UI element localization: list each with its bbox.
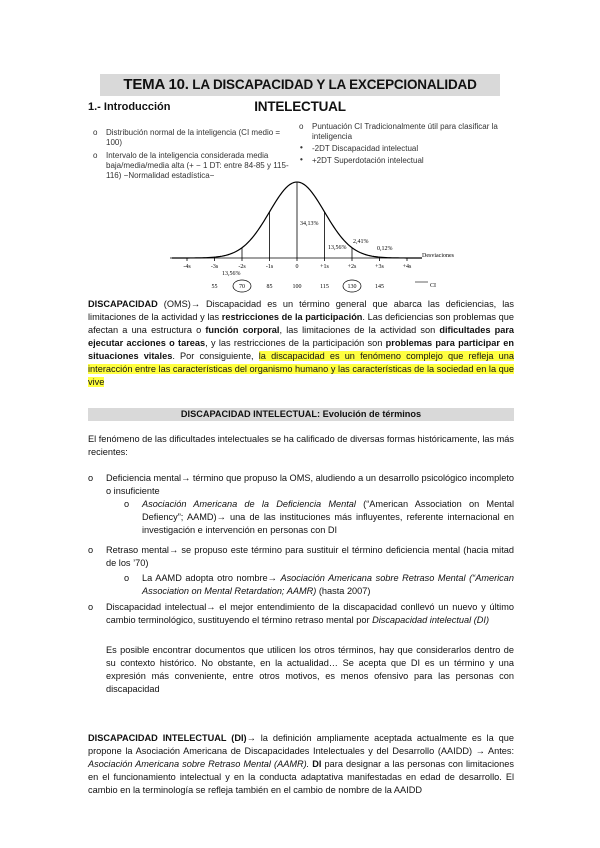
deviation-tick-label: +2s [347,264,357,270]
pct-label: 0,12% [377,246,393,252]
deviation-tick-label: -3s [210,264,219,270]
ci-tick-label: 115 [320,284,329,290]
list-item-note: Es posible encontrar documentos que utilicen los otros términos, hay que considerarlos dentro de su contexto histórico. No obstante, en la actualidad… Se acepta que DI es un término y una expresión más conveniente, entre otros motivos, es menos ofensivo para las personas con discapacidad [106,645,514,694]
figure-note: o Distribución normal de la inteligencia (CI medio = 100) [93,128,281,147]
evolution-intro: El fenómeno de las dificultades intelectuales se ha calificado de diversas formas históricamente, las más recientes: [88,434,514,457]
deviation-tick-label: -1s [265,264,274,270]
pct-label: 13,56% [222,271,241,277]
list-item: Discapacidad intelectual→ el mejor entendimiento de la discapacidad conllevó un nuevo y último cambio terminológico, sustituyendo el término retraso mental por Discapacidad intelectual (DI) [106,602,514,625]
deviation-label: Desviaciones [422,253,454,259]
section-heading: 1.- Introducción [88,101,171,113]
title-prefix: TEMA 10. [123,76,189,93]
deviation-tick-label: -2s [238,264,246,270]
deviation-tick-label: +4s [402,264,412,270]
pct-label: 34,13% [300,221,319,227]
deviation-tick-label: +1s [320,264,329,270]
ci-tick-label: 130 [347,284,357,290]
ci-tick-label: 145 [375,284,384,290]
discapacidad-paragraph: DISCAPACIDAD (OMS)→ Discapacidad es un término general que abarca las deficiencias, las limitaciones de la actividad y las restricciones de la participación. Las deficiencias son problemas que afectan a una estructura o función corporal, las limitaciones de la actividad son dificultades para ejecutar acciones o tareas, y las restricciones de la participación son problemas para participar en situaciones vitales. Por consiguiente, la discapacidad es un fenómeno complejo que refleja una interacción entre las características del organismo humano y las características de la sociedad en la que vive [88,299,515,387]
figure-right-notes [298,122,538,168]
list-item: Deficiencia mental→ término que propuso la OMS, aludiendo a un desarrollo psicológico incompleto o insuficiente [106,473,514,496]
highlighted-text: la discapacidad es un fenómeno complejo que refleja una interacción entre las características del organismo humano y las características de la sociedad en la que vive [88,351,514,387]
ci-tick-label: 100 [292,284,302,290]
figure-note: • +2DT Superdotación intelectual [300,155,424,165]
ci-label: CI [430,283,436,289]
ci-tick-label: 55 [211,284,218,290]
pct-label: 2,41% [353,239,369,245]
list-item: La AAMD adopta otro nombre→ Asociación Americana sobre Retraso Mental (“American Association on Mental Retardation; AAMR) (hasta 2007) [142,573,514,596]
list-item: Asociación Americana de la Deficiencia Mental (“American Association on Mental Defiency”; AAMD)→ una de las instituciones más influyentes, referente internacional en investigación e intervención en personas con DI [142,499,514,535]
figure-note: o Intervalo de la inteligencia considerada media baja/media/media alta (+ − 1 DT: entre 84-85 y 115-116) −Normalidad estadística− [93,151,289,180]
deviation-tick-label: 0 [295,264,299,270]
title-rest: LA DISCAPACIDAD Y LA EXCEPCIONALIDAD INTELECTUAL [192,77,477,114]
di-paragraph: DISCAPACIDAD INTELECTUAL (DI)→ la definición ampliamente aceptada actualmente es la que propone la Asociación Americana de Discapacidades Intelectuales y del Desarrollo (AAIDD) → Antes: Asociación Americana sobre Retraso Mental (AAMR). DI para designar a las personas con limitaciones en el funcionamiento intelectual y en la conducta adaptativa manifestadas en edad de desarrollo. El cambio en la terminología se refleja también en el cambio de nombre de la AAIDD [88,733,514,795]
normal-distribution-figure [160,170,454,295]
deviation-tick-label: -4s [183,264,191,270]
subsection-heading: DISCAPACIDAD INTELECTUAL: Evolución de términos [88,408,514,421]
ci-tick-label: 70 [239,284,245,290]
deviation-tick-label: +3s [375,264,384,270]
figure-note: o Puntuación CI Tradicionalmente útil para clasificar la inteligencia [299,122,498,141]
figure-note: • -2DT Discapacidad intelectual [300,143,419,153]
pct-label: 13,56% [328,245,347,251]
ci-tick-label: 85 [266,284,273,290]
list-item: Retraso mental→ se propuso este término para sustituir el término deficiencia mental (hacia mitad de los ’70) [106,545,514,568]
